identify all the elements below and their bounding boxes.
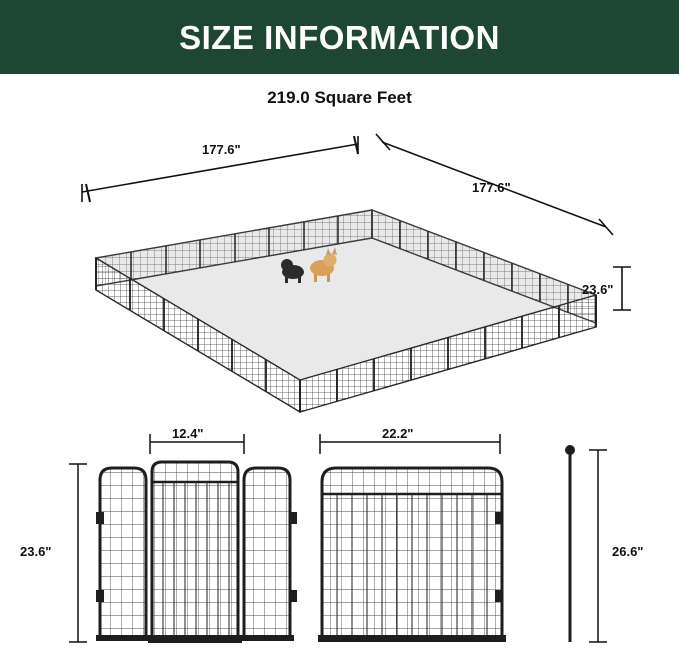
isometric-enclosure-illustration [0, 110, 679, 420]
dimension-label-stake-height: 26.6" [612, 544, 644, 559]
area-subtitle: 219.0 Square Feet [267, 88, 412, 107]
ground-stake [565, 445, 575, 642]
dimension-label-right-width: 177.6" [472, 180, 511, 195]
dimension-line-stake-height [589, 450, 607, 642]
dimension-label-panel-width: 22.2" [382, 426, 414, 441]
dimension-label-gate-width: 12.4" [172, 426, 204, 441]
dimension-line-panel-height [69, 464, 87, 642]
panels-svg [0, 420, 679, 656]
dimension-line-height [613, 267, 631, 310]
page-title: SIZE INFORMATION [179, 19, 500, 56]
gate-panel-assembly [96, 462, 297, 643]
standard-panel [318, 468, 506, 642]
panel-illustration [0, 420, 679, 656]
dimension-label-left-width: 177.6" [202, 142, 241, 157]
dimension-label-panel-height: 23.6" [20, 544, 52, 559]
enclosure-svg [0, 110, 679, 420]
dimension-label-height: 23.6" [582, 282, 614, 297]
